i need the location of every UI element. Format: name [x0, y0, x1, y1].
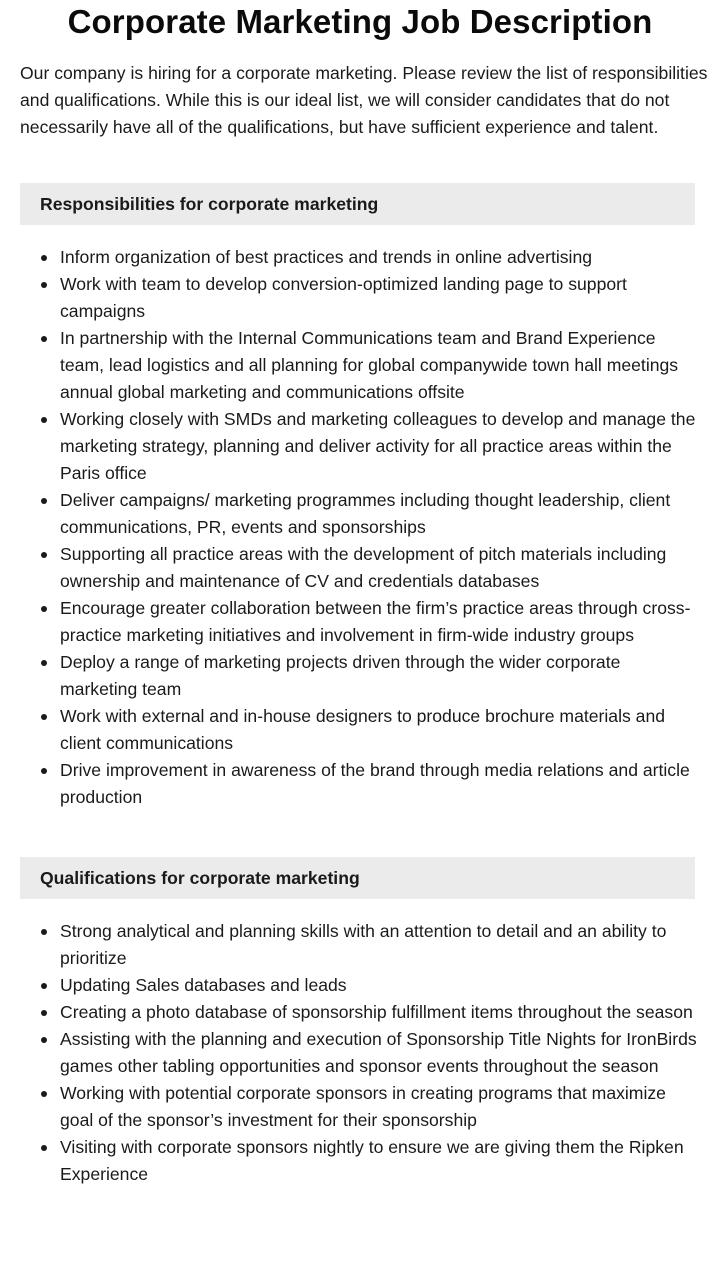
list-item — [60, 1134, 698, 1188]
list-item-text: Creating a photo database of sponsorship fulfillment items throughout the season — [60, 1002, 693, 1022]
list-item-text: Working closely with SMDs and marketing colleagues to develop and manage the marketing strategy, planning and deliver activity for all practice areas within the Paris office — [60, 409, 696, 483]
bullet-icon — [41, 417, 47, 423]
list-item — [60, 757, 698, 811]
bullet-icon — [41, 660, 47, 666]
page-title: Corporate Marketing Job Description — [67, 3, 653, 40]
list-item-text: In partnership with the Internal Communications team and Brand Experience team, lead logistics and all planning for global companywide town hall meetings annual global marketing and communications offsite — [60, 328, 679, 402]
list-item — [60, 595, 698, 649]
list-item — [60, 1026, 698, 1080]
bullet-icon — [41, 606, 47, 612]
list-item-text: Updating Sales databases and leads — [60, 975, 347, 995]
bullet-icon — [41, 282, 47, 288]
list-item — [60, 972, 698, 999]
list-item-text: Deploy a range of marketing projects driven through the wider corporate marketing team — [60, 652, 621, 699]
intro-paragraph: Our company is hiring for a corporate marketing. Please review the list of responsibilities and qualifications. While this is our ideal list, we will consider candidates that do not necessarily have all of the qualifications, but have sufficient experience and talent. — [20, 63, 708, 137]
list-item-text: Work with external and in-house designers to produce brochure materials and client communications — [60, 706, 666, 753]
bullet-icon — [41, 498, 47, 504]
list-item — [60, 703, 698, 757]
bullet-icon — [41, 336, 47, 342]
list-item-text: Visiting with corporate sponsors nightly to ensure we are giving them the Ripken Experience — [60, 1137, 684, 1184]
list-item — [60, 541, 698, 595]
bullet-icon — [41, 1145, 47, 1151]
qualifications-heading: Qualifications for corporate marketing — [20, 857, 695, 899]
list-item — [60, 244, 698, 271]
list-item — [60, 1080, 698, 1134]
responsibilities-list — [20, 244, 698, 811]
list-item — [60, 918, 698, 972]
list-item-text: Work with team to develop conversion-optimized landing page to support campaigns — [60, 274, 627, 321]
list-item-text: Assisting with the planning and execution of Sponsorship Title Nights for IronBirds games other tabling opportunities and sponsor events throughout the season — [60, 1029, 697, 1076]
bullet-icon — [41, 1091, 47, 1097]
list-item — [60, 487, 698, 541]
responsibilities-heading: Responsibilities for corporate marketing — [20, 183, 695, 225]
list-item — [60, 325, 698, 406]
bullet-icon — [41, 552, 47, 558]
bullet-icon — [41, 1010, 47, 1016]
list-item-text: Working with potential corporate sponsors in creating programs that maximize goal of the sponsor’s investment for their sponsorship — [60, 1083, 666, 1130]
list-item-text: Deliver campaigns/ marketing programmes including thought leadership, client communications, PR, events and sponsorships — [60, 490, 671, 537]
list-item-text: Supporting all practice areas with the development of pitch materials including ownership and maintenance of CV and credentials databases — [60, 544, 667, 591]
qualifications-list — [20, 918, 698, 1188]
list-item — [60, 271, 698, 325]
list-item — [60, 406, 698, 487]
list-item-text: Strong analytical and planning skills with an attention to detail and an ability to prioritize — [60, 921, 667, 968]
list-item-text: Encourage greater collaboration between the firm’s practice areas through cross-practice marketing initiatives and involvement in firm-wide industry groups — [60, 598, 691, 645]
list-item-text: Inform organization of best practices and trends in online advertising — [60, 247, 593, 267]
list-item — [60, 649, 698, 703]
bullet-icon — [41, 768, 47, 774]
bullet-icon — [41, 714, 47, 720]
bullet-icon — [41, 255, 47, 261]
bullet-icon — [41, 983, 47, 989]
bullet-icon — [41, 929, 47, 935]
list-item — [60, 999, 698, 1026]
bullet-icon — [41, 1037, 47, 1043]
list-item-text: Drive improvement in awareness of the brand through media relations and article production — [60, 760, 690, 807]
